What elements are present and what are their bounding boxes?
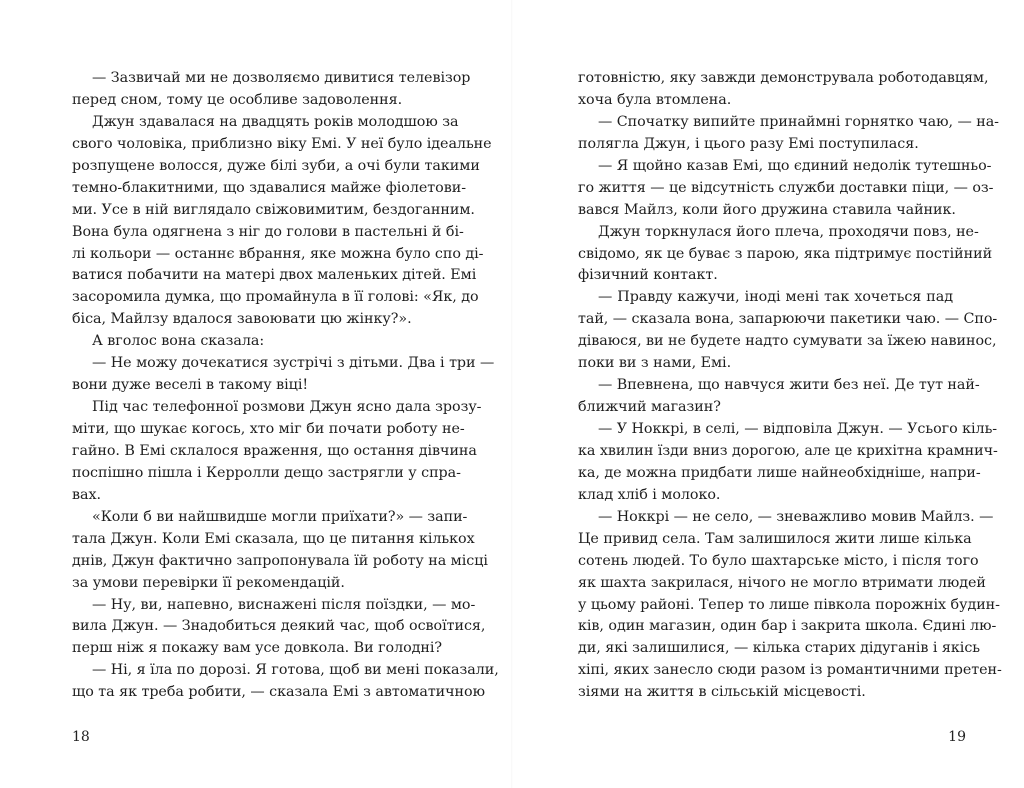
- text-line: ків, один магазин, один бар і закрита школа. Єдині лю-: [578, 618, 997, 635]
- text-line: що та як треба робити, — сказала Емі з автоматичною: [72, 684, 485, 701]
- text-line: за умови перевірки її рекомендацій.: [72, 574, 345, 591]
- text-line: — Зазвичай ми не дозволяємо дивитися телевізор: [92, 70, 471, 86]
- text-line: гайно. В Емі склалося враження, що остання дівчина: [72, 442, 477, 459]
- text-line: — Впевнена, що навчуся жити без неї. Де тут най-: [598, 377, 980, 394]
- text-line: хоча була втомлена.: [578, 91, 732, 108]
- text-line: Джун здавалася на двадцять років молодшою за: [92, 113, 459, 130]
- text-line: перед сном, тому це особливе задоволення.: [72, 91, 403, 108]
- text-line: — Спочатку випийте принаймні горнятко чаю, — на-: [598, 113, 999, 130]
- text-line: Джун торкнулася його плеча, проходячи повз, не-: [598, 223, 979, 240]
- text-line: міти, що шукає когось, хто міг би почати роботу не-: [72, 421, 465, 437]
- text-line: сотень людей. То було шахтарське місто, і після того: [578, 552, 979, 569]
- text-line: біса, Майлзу вдалося завоювати цю жінку?».: [72, 311, 412, 328]
- text-line: Вона була одягнена з ніг до голови в пастельні й бі-: [72, 223, 464, 240]
- text-line: ка, де можна придбати лише найнеобхідніше, напри-: [578, 464, 981, 481]
- text-line: темно-блакитними, що здавалися майже фіолетови-: [72, 179, 466, 196]
- text-line: полягла Джун, і цього разу Емі поступилася.: [578, 135, 919, 152]
- text-line: вався Майлз, коли його дружина ставила чайник.: [578, 201, 956, 218]
- text-line: перш ніж я покажу вам усе довкола. Ви голодні?: [72, 640, 443, 657]
- text-line: — Не можу дочекатися зустрічі з дітьми. Два і три —: [92, 355, 495, 372]
- text-line: — Правду кажучи, іноді мені так хочеться пад: [598, 289, 953, 306]
- text-line: ватися побачити на матері двох маленьких дітей. Емі: [72, 267, 477, 284]
- text-line: — Ноккрі — не село, — зневажливо мовив Майлз. —: [598, 508, 994, 525]
- text-line: — Ну, ви, напевно, виснажені після поїздки, — мо-: [92, 596, 476, 613]
- text-line: ди, які залишилися, — кілька старих дідуганів і якісь: [578, 640, 981, 657]
- text-line: поки ви з нами, Емі.: [578, 355, 732, 372]
- text-line: розпущене волосся, дуже білі зуби, а очі були такими: [72, 157, 480, 174]
- text-line: клад хліб і молоко.: [578, 486, 721, 503]
- left-page-text: [72, 68, 499, 704]
- text-line: А вголос вона сказала:: [92, 333, 265, 350]
- text-line: вах.: [72, 486, 101, 503]
- text-line: тала Джун. Коли Емі сказала, що це питання кількох: [72, 530, 475, 547]
- text-line: «Коли б ви найшвидше могли приїхати?» — запи-: [92, 508, 468, 525]
- text-line: ка хвилин їзди вниз дорогою, але це крихітна крамнич-: [578, 442, 998, 459]
- text-line: готовністю, яку завжди демонструвала роботодавцям,: [578, 70, 989, 86]
- page-number-right: 19: [948, 729, 966, 745]
- text-line: у цьому районі. Тепер то лише півкола порожніх будин-: [578, 596, 1000, 613]
- text-line: вони дуже веселі в такому віці!: [72, 377, 309, 394]
- text-line: лі кольори — останнє вбрання, яке можна було спо ді-: [72, 245, 484, 262]
- right-page: [512, 0, 1024, 788]
- right-page-text: [578, 68, 1002, 704]
- text-line: — Я щойно казав Емі, що єдиний недолік тутешньо-: [598, 157, 992, 174]
- text-line: хіпі, яких занесло сюди разом із романтичними претен-: [578, 662, 1002, 679]
- page-number-left: 18: [72, 729, 90, 745]
- text-line: — Ні, я їла по дорозі. Я готова, щоб ви мені показали,: [92, 662, 499, 679]
- text-line: го життя — це відсутність служби доставки піци, — оз-: [578, 179, 994, 196]
- text-line: Це привид села. Там залишилося жити лише кілька: [578, 530, 972, 547]
- text-line: як шахта закрилася, нічого не могло втримати людей: [578, 574, 986, 591]
- text-line: свідомо, як це буває з парою, яка підтримує постійний: [578, 245, 993, 262]
- text-line: — У Ноккрі, в селі, — відповіла Джун. — Усього кіль-: [598, 421, 998, 437]
- text-line: Під час телефонної розмови Джун ясно дала зрозу-: [92, 399, 482, 416]
- text-line: вила Джун. — Знадобиться деякий час, щоб освоїтися,: [72, 618, 486, 635]
- text-line: тай, — сказала вона, запарюючи пакетики чаю. — Спо-: [578, 311, 998, 328]
- text-line: ближчий магазин?: [578, 399, 721, 416]
- text-line: ми. Усе в ній виглядало свіжовимитим, бездоганним.: [72, 201, 475, 218]
- text-line: фізичний контакт.: [578, 267, 718, 284]
- text-line: зіями на життя в сільській місцевості.: [578, 684, 866, 701]
- text-line: свого чоловіка, приблизно віку Емі. У неї було ідеальне: [72, 135, 492, 152]
- text-line: діваюся, ви не будете надто сумувати за їжею навинос,: [578, 333, 997, 350]
- text-line: поспішно пішла і Керролли дещо застрягли у спра-: [72, 464, 461, 481]
- text-line: днів, Джун фактично запропонувала їй роботу на місці: [72, 552, 488, 569]
- text-line: засоромила думка, що промайнула в її голові: «Як, до: [72, 289, 479, 306]
